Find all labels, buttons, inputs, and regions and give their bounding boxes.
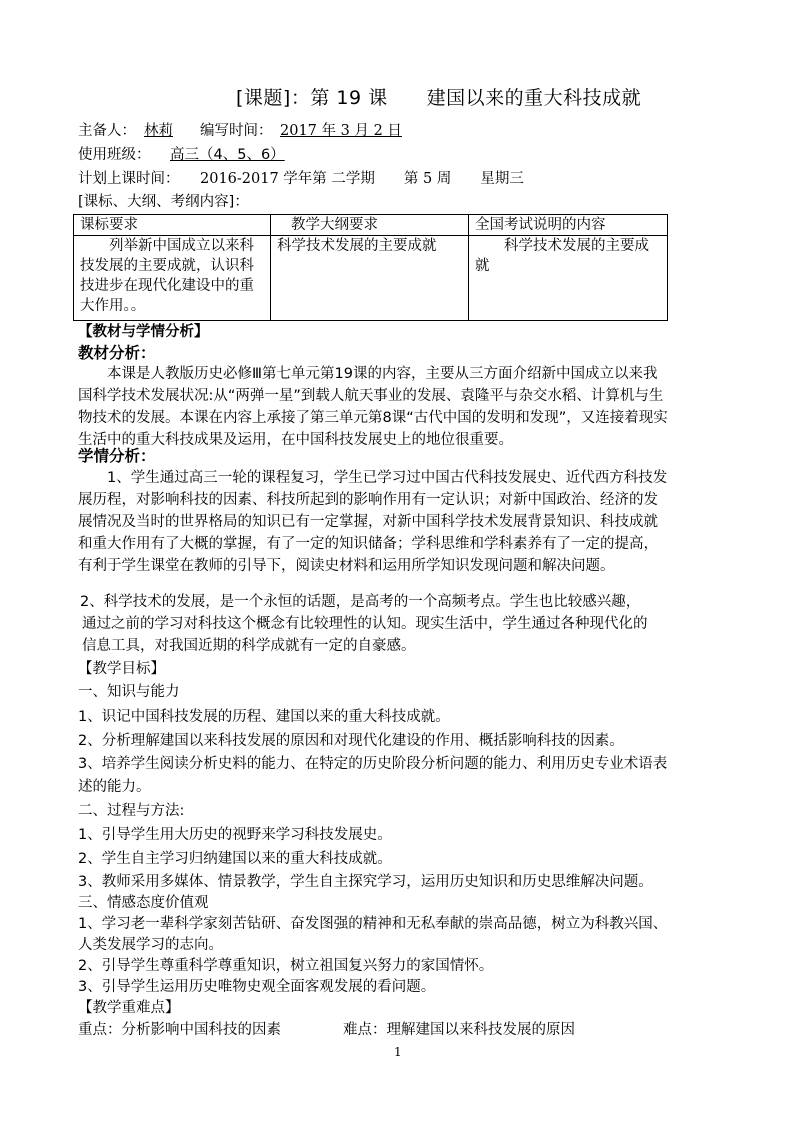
- goals-section-1-title: 一、知识与能力: [78, 684, 180, 700]
- class-label: 使用班级：: [78, 147, 151, 163]
- goals-s1-item: 1、识记中国科技发展的历程、建国以来的重大科技成就。: [78, 709, 450, 725]
- goals-s2-item: 3、教师采用多媒体、情景教学，学生自主探究学习，运用历史知识和历史思维解决问题。: [78, 874, 653, 890]
- student-analysis-p1: 1、学生通过高三一轮的课程复习，学生已学习过中国古代科技发展史、近代西方科技发展历程，对影响科技的因素、科技所起到的影响作用有一定认识；对新中国政治、经济的发展情况及当时的世界格局的知识已有一定掌握，对新中国科学技术发展背景知识、科技成就和重大作用有了大概的掌握，有了一定的知识储备；学科思维和学科素养有了一定的提高，有利于学生课堂在教师的引导下，阅读史材料和运用所学知识发现问题和解决问题。: [78, 470, 668, 574]
- goals-s1-item: 2、分析理解建国以来科技发展的原因和对现代化建设的作用、概括影响科技的因素。: [78, 733, 624, 749]
- standards-heading: [课标、大纲、考纲内容]：: [78, 194, 249, 210]
- goals-section-3-title: 三、情感态度价值观: [78, 895, 209, 911]
- keypoint-difficulty: 难点：理解建国以来科技发展的原因: [343, 1022, 575, 1038]
- goals-s3-item: 2、引导学生尊重科学尊重知识，树立祖国复兴努力的家国情怀。: [78, 958, 494, 974]
- table-header-curriculum: 课标要求: [74, 215, 271, 236]
- goals-heading: 【教学目标】: [78, 661, 165, 677]
- student-analysis-title: 学情分析：: [78, 447, 156, 465]
- goals-s3-item: 3、引导学生运用历史唯物史观全面客观发展的看问题。: [78, 979, 436, 995]
- host-label: 主备人：: [78, 123, 136, 139]
- goals-s1-item: 3、培养学生阅读分析史料的能力、在特定的历史阶段分析问题的能力、利用历史专业术语表述的能力。: [78, 756, 668, 795]
- student-analysis-p2-line2: 通过之前的学习对科技这个概念有比较理性的认知。现实生活中，学生通过各种现代化的: [82, 616, 648, 632]
- analysis-heading: 【教材与学情分析】: [78, 324, 209, 340]
- goals-s2-item: 2、学生自主学习归纳建国以来的重大科技成就。: [78, 851, 392, 867]
- table-header-exam: 全国考试说明的内容: [469, 215, 668, 236]
- textbook-analysis-text: 本课是人教版历史必修Ⅲ第七单元第19课的内容，主要从三方面介绍新中国成立以来我国科学技术发展状况:从“两弹一星”到载人航天事业的发展、袁隆平与杂交水稻、计算机与生物技术的发展。本课在内容上承接了第三单元第8课“古代中国的发明和发现”，又连接着现实生活中的重大科技成果及运用，在中国科技发展史上的地位很重要。: [78, 366, 668, 448]
- table-cell-syllabus: 科学技术发展的主要成就: [271, 236, 469, 321]
- table-cell-curriculum: 列举新中国成立以来科技发展的主要成就，认识科技进步在现代化建设中的重大作用。。: [74, 236, 271, 321]
- table-header-syllabus: 教学大纲要求: [271, 215, 469, 236]
- student-analysis-p2-line3: 信息工具，对我国近期的科学成就有一定的自豪感。: [82, 638, 416, 654]
- textbook-analysis-title: 教材分析：: [78, 344, 156, 362]
- time-label: 编写时间：: [200, 123, 273, 139]
- schedule-label: 计划上课时间：: [78, 171, 180, 187]
- page-number: 1: [394, 1045, 402, 1059]
- schedule-value: 2016-2017 学年第 二学期 第 5 周 星期三: [200, 171, 524, 187]
- time-value: 2017 年 3 月 2 日: [280, 123, 402, 139]
- table-cell-exam: 科学技术发展的主要成就: [469, 236, 668, 321]
- class-value: 高三（4、5、6）: [170, 147, 285, 163]
- page-title: [课题]：第 19 课 建国以来的重大科技成就: [236, 87, 642, 109]
- standards-table: [73, 214, 668, 321]
- keypoint-focus: 重点：分析影响中国科技的因素: [78, 1022, 281, 1038]
- goals-s2-item: 1、引导学生用大历史的视野来学习科技发展史。: [78, 827, 392, 843]
- student-analysis-p2-line1: 2、科学技术的发展，是一个永恒的话题，是高考的一个高频考点。学生也比较感兴趣，: [80, 594, 641, 610]
- goals-section-2-title: 二、过程与方法:: [78, 803, 185, 819]
- keypoints-heading: 【教学重难点】: [78, 1000, 180, 1016]
- goals-s3-item: 1、学习老一辈科学家刻苦钻研、奋发图强的精神和无私奉献的崇高品德，树立为科教兴国、人类发展学习的志向。: [78, 916, 668, 953]
- host-value: 林莉: [144, 123, 173, 139]
